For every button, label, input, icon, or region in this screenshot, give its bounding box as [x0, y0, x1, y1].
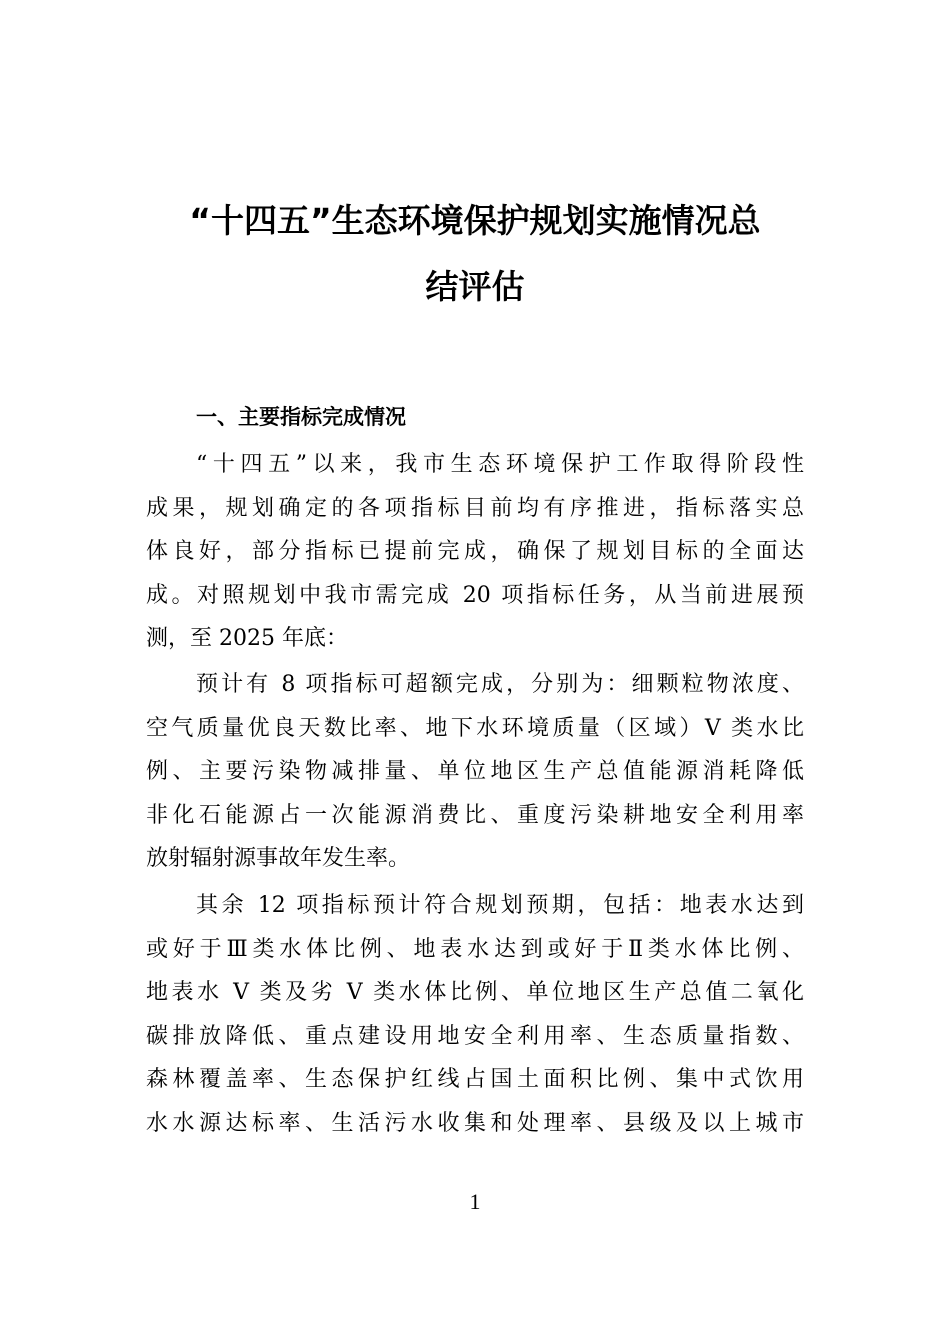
paragraph-line: “十四五”以来，我市生态环境保护工作取得阶段性: [196, 452, 804, 477]
paragraph-line: 成。对照规划中我市需完成 20 项指标任务，从当前进展预: [146, 582, 804, 608]
paragraph-expected-indicators: [146, 884, 804, 1145]
paragraph-line: 空气质量优良天数比率、地下水环境质量（区域）V 类水比: [146, 715, 804, 741]
document-title-line: 结评估: [425, 267, 525, 306]
paragraph-overview: [146, 443, 804, 661]
paragraph: [146, 884, 804, 1145]
section-heading: 一、主要指标完成情况: [196, 405, 406, 429]
paragraph-line: 成果，规划确定的各项指标目前均有序推进，指标落实总: [146, 495, 804, 521]
document-title: [146, 188, 804, 320]
paragraph-line: 例、主要污染物减排量、单位地区生产总值能源消耗降低: [146, 759, 804, 784]
paragraph-line: 水水源达标率、生活污水收集和处理率、县级及以上城市: [146, 1110, 804, 1136]
document-title-line: “十四五”生态环境保护规划实施情况总: [189, 201, 761, 240]
paragraph-line: 地表水 V 类及劣 V 类水体比例、单位地区生产总值二氧化: [146, 980, 804, 1005]
paragraph-line: 预计有 8 项指标可超额完成，分别为：细颗粒物浓度、: [196, 672, 804, 697]
paragraph-line: 碳排放降低、重点建设用地安全利用率、生态质量指数、: [146, 1023, 804, 1049]
page-number: 1: [469, 1189, 481, 1214]
paragraph-line: 放射辐射源事故年发生率。: [146, 846, 411, 871]
paragraph-line: 非化石能源占一次能源消费比、重度污染耕地安全利用率: [146, 802, 804, 828]
paragraph-line: 体良好，部分指标已提前完成，确保了规划目标的全面达: [146, 539, 804, 564]
paragraph: [146, 663, 804, 881]
paragraph-line: 测，至 2025 年底：: [146, 626, 348, 651]
paragraph-line: 或好于Ⅲ类水体比例、地表水达到或好于Ⅱ类水体比例、: [146, 936, 804, 962]
paragraph-exceeded-indicators: [146, 663, 804, 881]
paragraph-line: 其余 12 项指标预计符合规划预期，包括：地表水达到: [196, 893, 804, 918]
paragraph: [146, 443, 804, 661]
paragraph-line: 森林覆盖率、生态保护红线占国土面积比例、集中式饮用: [146, 1067, 804, 1092]
